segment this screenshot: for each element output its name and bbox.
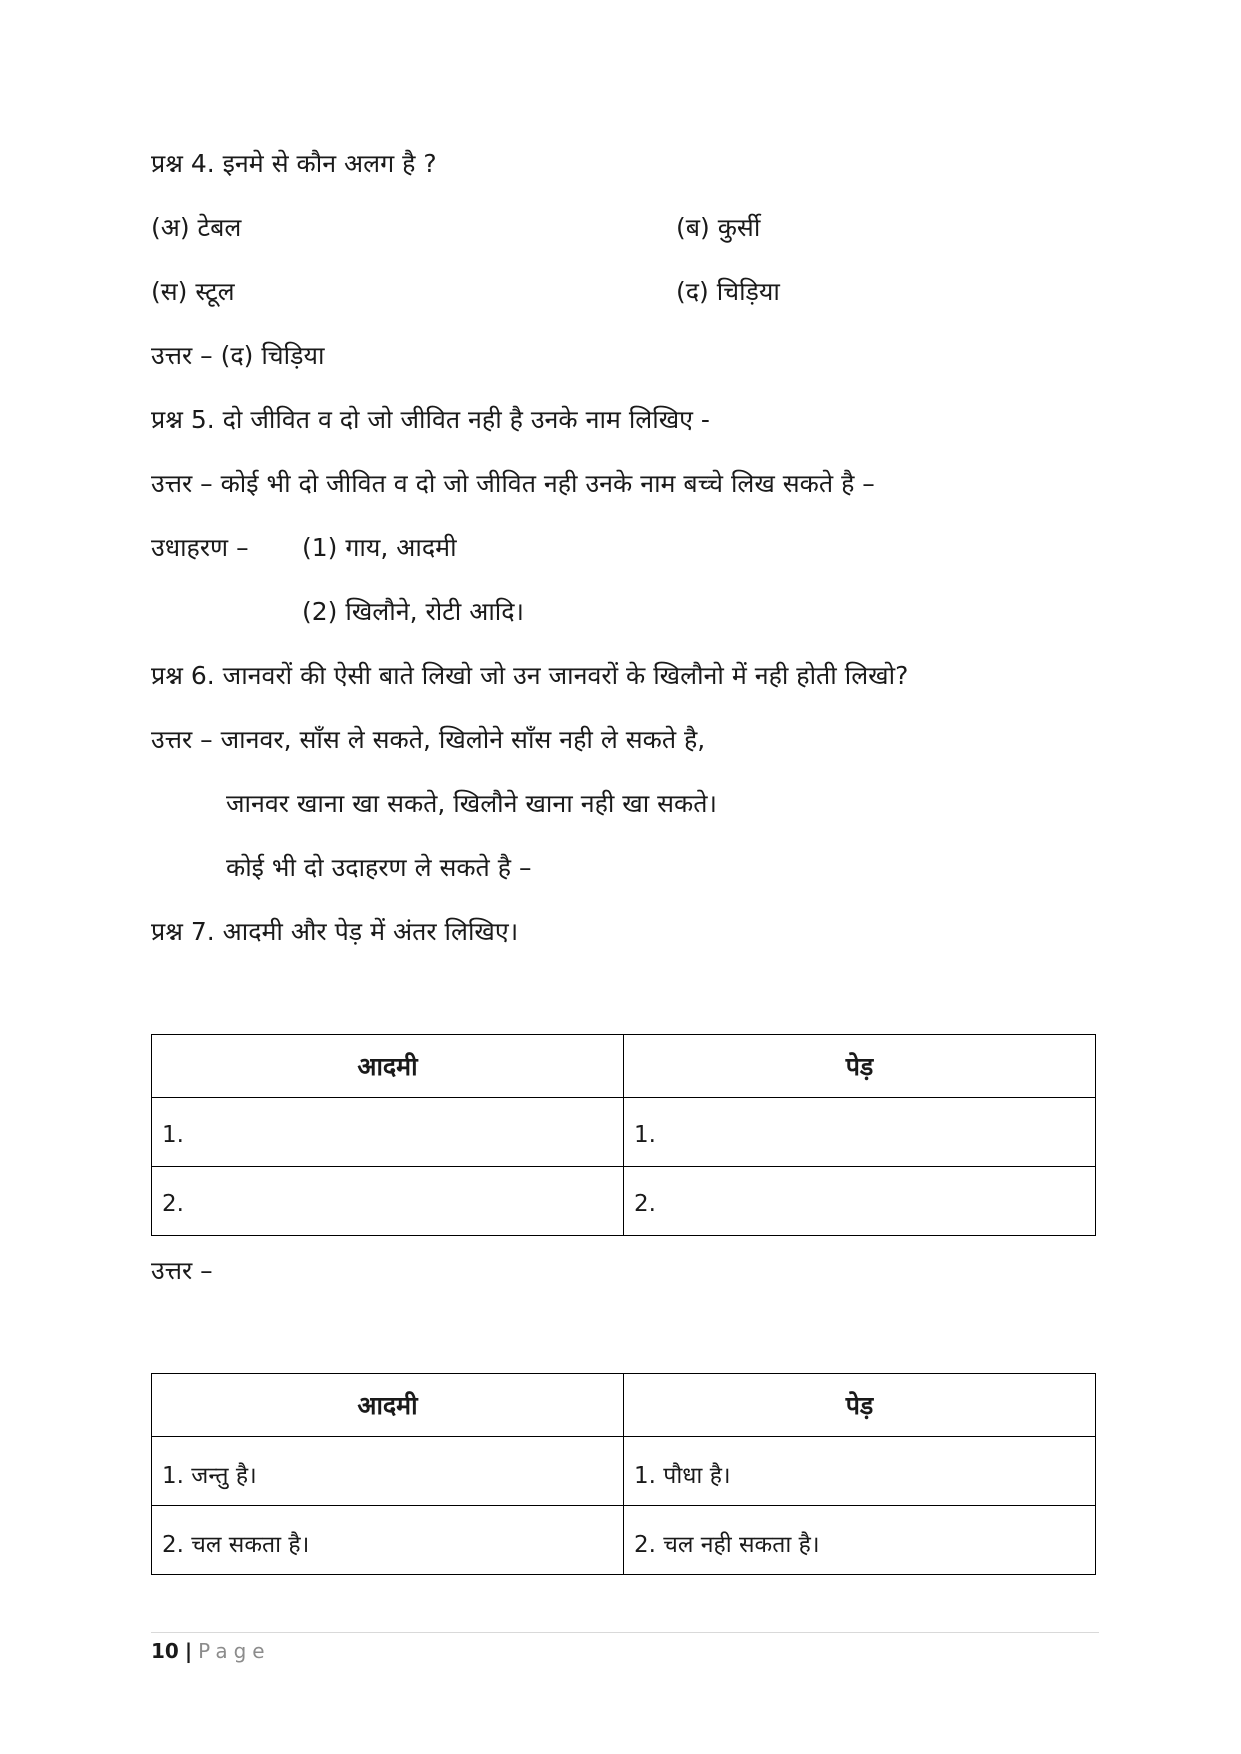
table-row — [152, 1437, 1096, 1506]
question-5-text: प्रश्न 5. दो जीवित व दो जो जीवित नही है उनके नाम लिखिए - — [151, 405, 710, 434]
table-cell: 2. चल नही सकता है। — [624, 1506, 1096, 1575]
question-5-example-2: (2) खिलौने, रोटी आदि। — [302, 597, 524, 626]
page-label: Page — [198, 1639, 271, 1663]
question-5-example-1: (1) गाय, आदमी — [302, 533, 457, 562]
question-7-text: प्रश्न 7. आदमी और पेड़ में अंतर लिखिए। — [151, 917, 519, 946]
table-header-row — [152, 1035, 1096, 1098]
answer-difference-table — [151, 1373, 1096, 1575]
question-6-text: प्रश्न 6. जानवरों की ऐसी बाते लिखो जो उन जानवरों के खिलौनो में नही होती लिखो? — [151, 661, 909, 690]
page-number: 10 — [151, 1639, 179, 1663]
table-row — [152, 1098, 1096, 1167]
table-cell: 2. चल सकता है। — [152, 1506, 624, 1575]
question-4-answer: उत्तर – (द) चिड़िया — [151, 341, 325, 370]
question-6-answer-line-2: जानवर खाना खा सकते, खिलौने खाना नही खा सकते। — [226, 789, 717, 818]
table-cell: 1. — [624, 1098, 1096, 1167]
table-cell: 2. — [152, 1167, 624, 1236]
table-row — [152, 1506, 1096, 1575]
table-header-cell: आदमी — [152, 1035, 624, 1098]
question-6-answer-line-1: उत्तर – जानवर, साँस ले सकते, खिलोने साँस नही ले सकते है, — [151, 725, 706, 754]
blank-difference-table — [151, 1034, 1096, 1236]
question-4-option-b: (ब) कुर्सी — [676, 213, 761, 242]
question-4-option-d: (द) चिड़िया — [676, 277, 780, 306]
table-header-cell: पेड़ — [624, 1374, 1096, 1437]
question-5-example-label: उधाहरण – — [151, 533, 249, 562]
table-cell: 1. पौधा है। — [624, 1437, 1096, 1506]
table-header-row — [152, 1374, 1096, 1437]
question-4-option-a: (अ) टेबल — [151, 213, 242, 242]
table-header-cell: पेड़ — [624, 1035, 1096, 1098]
question-4-text: प्रश्न 4. इनमे से कौन अलग है ? — [151, 149, 437, 178]
footer-separator: | — [184, 1639, 193, 1663]
question-4-option-c: (स) स्टूल — [151, 277, 235, 306]
page-footer — [151, 1637, 271, 1665]
table-row — [152, 1167, 1096, 1236]
question-6-answer-line-3: कोई भी दो उदाहरण ले सकते है – — [226, 853, 532, 882]
footer-divider — [151, 1632, 1099, 1633]
table-cell: 2. — [624, 1167, 1096, 1236]
question-5-answer: उत्तर – कोई भी दो जीवित व दो जो जीवित नही उनके नाम बच्चे लिख सकते है – — [151, 469, 875, 498]
question-7-answer-label: उत्तर – — [151, 1256, 213, 1285]
table-cell: 1. जन्तु है। — [152, 1437, 624, 1506]
table-cell: 1. — [152, 1098, 624, 1167]
table-header-cell: आदमी — [152, 1374, 624, 1437]
